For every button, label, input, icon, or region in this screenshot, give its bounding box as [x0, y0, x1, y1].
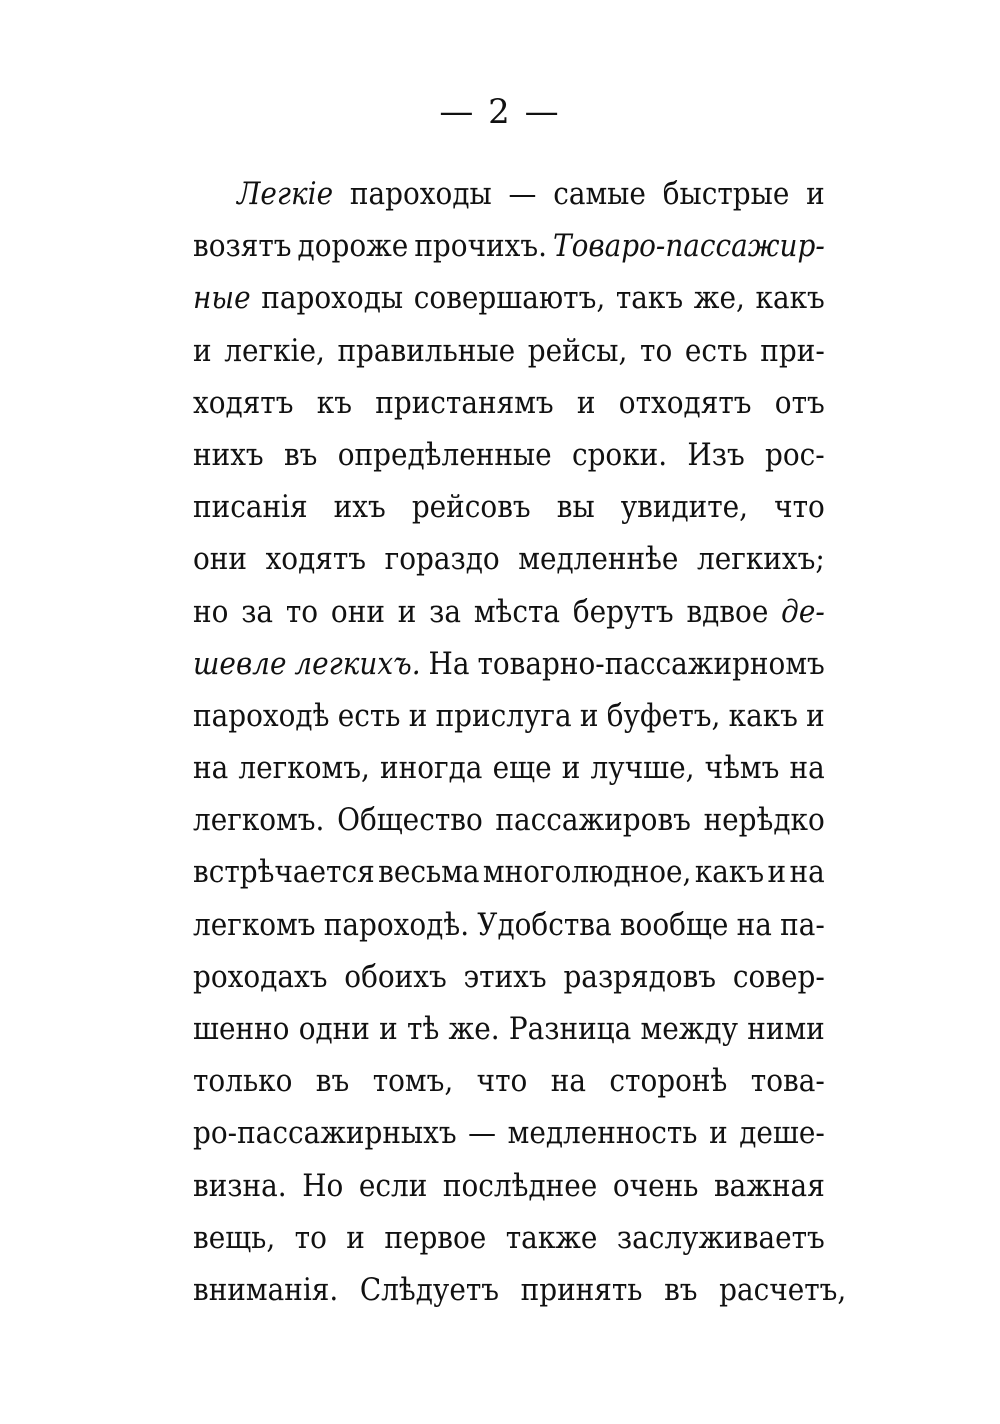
- word: что: [476, 1063, 528, 1100]
- text-line: [193, 951, 825, 1003]
- word: встрѣчается: [193, 854, 375, 891]
- word: увидите,: [620, 489, 749, 526]
- word: расчетъ,: [719, 1271, 847, 1308]
- word: вниманія.: [193, 1271, 339, 1308]
- text-line: [193, 794, 825, 846]
- text-line: [193, 481, 825, 533]
- word: легкомъ,: [238, 750, 370, 787]
- word: разрядовъ: [563, 958, 717, 995]
- word: еще: [492, 750, 552, 787]
- page-number: — 2 —: [439, 92, 561, 132]
- word: если: [358, 1167, 428, 1204]
- text-line: [193, 846, 825, 898]
- word: отъ: [774, 384, 825, 421]
- word: обоихъ: [344, 958, 447, 995]
- word: то: [294, 1219, 327, 1256]
- text-line: [193, 586, 825, 638]
- text-line: [193, 272, 825, 324]
- word: совершаютъ,: [413, 280, 606, 317]
- italic-word: де-: [781, 593, 825, 630]
- word: товарно-пассажирномъ: [477, 645, 825, 682]
- word: за: [241, 593, 274, 630]
- word: этихъ: [463, 958, 547, 995]
- word: легкихъ;: [697, 541, 825, 578]
- word: ихъ: [333, 489, 386, 526]
- word: возятъ: [193, 228, 292, 265]
- word: же,: [693, 280, 745, 317]
- word: въ: [283, 436, 318, 473]
- word: лучше,: [590, 750, 695, 787]
- italic-word: Легкіе: [237, 176, 334, 212]
- word: и: [579, 697, 599, 734]
- word: прислуга: [435, 697, 572, 734]
- word: самые: [553, 176, 646, 212]
- word: легкомъ: [193, 906, 316, 943]
- word: пароходѣ: [193, 697, 330, 734]
- word: роходахъ: [193, 958, 328, 995]
- word: гораздо: [384, 541, 500, 578]
- word: опредѣленные: [337, 436, 552, 473]
- word: медленнѣе: [518, 541, 679, 578]
- word: и: [561, 750, 581, 787]
- word: и: [576, 384, 596, 421]
- word: ними: [747, 1011, 825, 1047]
- word: многолюдное,: [482, 854, 692, 891]
- word: шенно: [193, 1011, 290, 1047]
- text-line: [193, 1212, 825, 1264]
- word: и: [379, 1011, 398, 1047]
- word: берутъ: [572, 593, 674, 630]
- word: на: [193, 750, 229, 787]
- word: на: [736, 906, 772, 943]
- word: и: [408, 697, 428, 734]
- word: то: [285, 593, 319, 630]
- word: Общество: [337, 802, 483, 839]
- word: нерѣдко: [703, 802, 825, 839]
- word: за: [429, 593, 462, 630]
- word: въ: [664, 1271, 698, 1308]
- text-line: [193, 690, 825, 742]
- word: есть: [684, 332, 748, 369]
- text-line: [193, 1003, 825, 1055]
- word: пристанямъ: [375, 384, 554, 421]
- word: иногда: [380, 750, 483, 787]
- word: визна.: [193, 1167, 287, 1204]
- word: пароходы: [261, 280, 404, 317]
- word: въ: [315, 1063, 350, 1100]
- word: принять: [520, 1271, 643, 1308]
- word: и: [806, 697, 825, 734]
- word: послѣднее: [442, 1167, 598, 1204]
- word: рейсовъ: [411, 489, 531, 526]
- word: пароходѣ.: [323, 906, 470, 943]
- word: они: [330, 593, 385, 630]
- word: чѣмъ: [704, 750, 780, 787]
- word: дороже: [297, 228, 409, 265]
- italic-word: Товаро-пассажир-: [552, 228, 825, 265]
- word: отходятъ: [618, 384, 752, 421]
- word: на: [789, 750, 825, 787]
- word: Удобства: [477, 906, 612, 943]
- word: буфетъ,: [606, 697, 721, 734]
- word: —: [508, 176, 537, 212]
- word: совер-: [732, 958, 825, 995]
- word: Слѣдуетъ: [359, 1271, 500, 1308]
- word: прочихъ.: [414, 228, 547, 265]
- word: па-: [780, 906, 825, 943]
- word: медленность: [507, 1115, 698, 1152]
- word: же.: [448, 1011, 500, 1047]
- word: какъ: [755, 280, 825, 317]
- word: что: [774, 489, 825, 526]
- word: очень: [612, 1167, 699, 1204]
- word: заслуживаетъ: [616, 1219, 825, 1256]
- word: —: [468, 1115, 497, 1152]
- word: но: [193, 593, 229, 630]
- word: какъ: [728, 697, 798, 734]
- word: и: [193, 332, 212, 369]
- italic-word: легкихъ.: [294, 645, 421, 682]
- word: и: [806, 176, 825, 212]
- text-line: [193, 168, 825, 220]
- text-line: [193, 1160, 825, 1212]
- word: вдвое: [686, 593, 769, 630]
- word: Изъ: [687, 436, 745, 473]
- word: быстрые: [662, 176, 790, 212]
- word: первое: [384, 1219, 487, 1256]
- text-line: [193, 638, 825, 690]
- text-line: [193, 899, 825, 951]
- word: есть: [337, 697, 401, 734]
- word: важная: [713, 1167, 825, 1204]
- word: тѣ: [407, 1011, 440, 1047]
- word: това-: [750, 1063, 825, 1100]
- word: ходятъ: [265, 541, 367, 578]
- word: къ: [316, 384, 352, 421]
- text-line: [193, 325, 825, 377]
- word: нихъ: [193, 436, 264, 473]
- word: сторонѣ: [609, 1063, 728, 1100]
- word: на: [550, 1063, 587, 1100]
- word: и: [397, 593, 417, 630]
- word: и: [767, 854, 787, 891]
- word: мѣста: [473, 593, 561, 630]
- word: ро-пассажирныхъ: [193, 1115, 457, 1152]
- word: такъ: [615, 280, 684, 317]
- word: томъ,: [372, 1063, 454, 1100]
- word: деше-: [739, 1115, 825, 1152]
- word: одни: [298, 1011, 370, 1047]
- word: какъ: [694, 854, 765, 891]
- word: легкомъ.: [193, 802, 325, 839]
- word: при-: [760, 332, 825, 369]
- text-line: [193, 429, 825, 481]
- body-text: [193, 168, 847, 1316]
- word: и: [346, 1219, 365, 1256]
- word: легкіе,: [224, 332, 325, 369]
- text-line: [193, 377, 825, 429]
- italic-word: ные: [193, 280, 251, 317]
- word: сроки.: [571, 436, 668, 473]
- word: и: [709, 1115, 728, 1152]
- text-line: [193, 1055, 825, 1107]
- text-line: [193, 533, 825, 585]
- word: пароходы: [349, 176, 492, 212]
- word: вещь,: [193, 1219, 276, 1256]
- word: вообще: [619, 906, 729, 943]
- word: весьма: [378, 854, 480, 891]
- word: вы: [556, 489, 595, 526]
- word: На: [428, 645, 470, 682]
- text-line: [193, 220, 825, 272]
- word: то: [640, 332, 673, 369]
- word: пассажировъ: [495, 802, 691, 839]
- text-line: [193, 1107, 825, 1159]
- word: на: [789, 854, 825, 891]
- text-line: [193, 742, 825, 794]
- word: рейсы,: [527, 332, 628, 369]
- word: писанія: [193, 489, 308, 526]
- word: ходятъ: [193, 384, 294, 421]
- word: только: [193, 1063, 293, 1100]
- word: Разница: [508, 1011, 632, 1047]
- italic-word: шевле: [193, 645, 287, 682]
- word: между: [640, 1011, 739, 1047]
- word: рос-: [765, 436, 825, 473]
- word: они: [193, 541, 247, 578]
- word: Но: [302, 1167, 344, 1204]
- word: также: [505, 1219, 598, 1256]
- word: правильные: [337, 332, 516, 369]
- text-line: [193, 1264, 847, 1316]
